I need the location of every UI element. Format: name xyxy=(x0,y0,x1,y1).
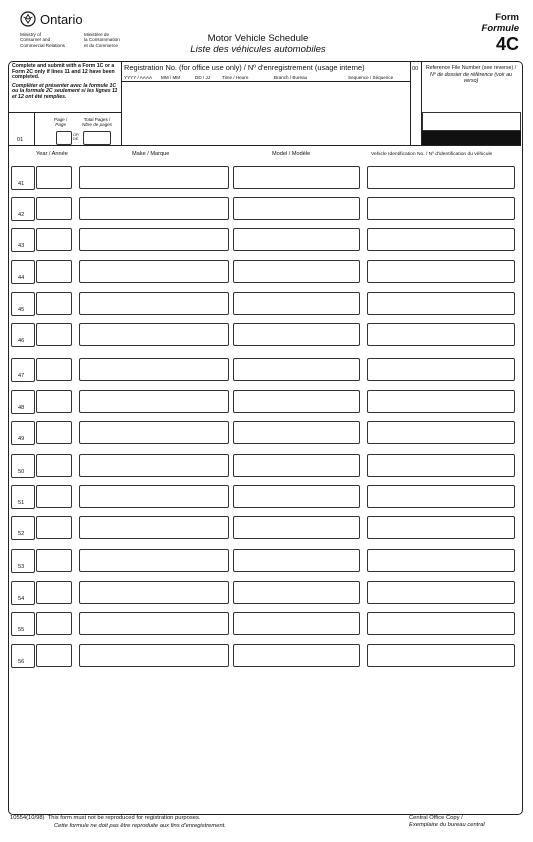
total-pages-label: Total Pages / Nbre de pages xyxy=(82,117,113,128)
line-number-box xyxy=(11,644,35,668)
model-field[interactable] xyxy=(233,292,360,315)
vin-field[interactable] xyxy=(367,581,515,604)
model-field[interactable] xyxy=(233,421,360,444)
model-field[interactable] xyxy=(233,166,360,189)
year-field[interactable] xyxy=(36,197,72,220)
line-number: 46 xyxy=(18,338,25,344)
vin-field[interactable] xyxy=(367,390,515,413)
trillium-icon xyxy=(20,11,36,27)
line-number-box xyxy=(11,197,35,221)
line-number: 49 xyxy=(18,436,25,442)
line-number-box xyxy=(11,292,35,316)
footer-copy: Central Office Copy / Exemplaire du bureau central xyxy=(409,815,485,828)
vin-field[interactable] xyxy=(367,421,515,444)
instruction-text: Complete and submit with a Form 1C or a Form 2C only if lines 11 and 12 have been completed. Compléter et présenter avec la formule 1C ou la formule 2C seulement si les lignes 11 et 12 ont été remplies. xyxy=(12,63,118,100)
line-number-box xyxy=(11,228,35,252)
make-field[interactable] xyxy=(79,358,229,381)
line-number: 45 xyxy=(18,307,25,313)
footer-notice: 10554(10/98) This form must not be reproduced for registration purposes. xyxy=(10,815,201,821)
form-number: 4C xyxy=(495,34,519,54)
make-field[interactable] xyxy=(79,612,229,635)
year-field[interactable] xyxy=(36,358,72,381)
ministry-name-fr: Ministère de la Consommation et du Commerce xyxy=(84,32,120,48)
year-field[interactable] xyxy=(36,260,72,283)
line-number: 52 xyxy=(18,531,25,537)
logo-wordmark: Ontario xyxy=(40,12,83,27)
model-field[interactable] xyxy=(233,228,360,251)
make-field[interactable] xyxy=(79,644,229,667)
line-number-box xyxy=(11,358,35,382)
col-model: Model / Modèle xyxy=(272,151,311,157)
make-field[interactable] xyxy=(79,454,229,477)
year-field[interactable] xyxy=(36,454,72,477)
line-number-box xyxy=(11,485,35,509)
col-vin: Vehicle Identification No. / Nº d'identification du véhicule xyxy=(371,152,493,157)
model-field[interactable] xyxy=(233,323,360,346)
make-field[interactable] xyxy=(79,197,229,220)
line-number-box xyxy=(11,454,35,478)
model-field[interactable] xyxy=(233,549,360,572)
make-field[interactable] xyxy=(79,581,229,604)
line-number: 53 xyxy=(18,564,25,570)
reference-label: Reference File Number (see reverse) / Nº de dossier de référence (voir au verso) xyxy=(425,65,517,84)
registration-title: Registration No. (for office use only) / Nº d'enregistrement (usage interne) xyxy=(124,63,365,72)
line-number-box xyxy=(11,260,35,284)
year-field[interactable] xyxy=(36,485,72,508)
make-field[interactable] xyxy=(79,228,229,251)
reg-field-dd: DD / JJ xyxy=(195,75,211,80)
line-number: 43 xyxy=(18,243,25,249)
model-field[interactable] xyxy=(233,612,360,635)
of-label: OF/ DE xyxy=(73,133,80,141)
page-label: Page / Page xyxy=(54,117,68,128)
line-number-box xyxy=(11,516,35,540)
col-year: Year / Année xyxy=(36,151,68,157)
year-field[interactable] xyxy=(36,166,72,189)
line-number-box xyxy=(11,612,35,636)
line-number: 41 xyxy=(18,181,25,187)
reg-field-mm: MM / MM xyxy=(161,75,181,80)
line-number: 50 xyxy=(18,469,25,475)
col-make: Make / Marque xyxy=(132,151,170,157)
year-field[interactable] xyxy=(36,581,72,604)
year-field[interactable] xyxy=(36,644,72,667)
ministry-name-en: Ministry of Consumer and Commercial Relations xyxy=(20,32,65,48)
reg-field-time: Time / Heure xyxy=(222,75,249,80)
line-number: 54 xyxy=(18,596,25,602)
year-field[interactable] xyxy=(36,292,72,315)
line-number: 55 xyxy=(18,627,25,633)
make-field[interactable] xyxy=(79,390,229,413)
vin-field[interactable] xyxy=(367,612,515,635)
line-number-00: 00 xyxy=(412,66,419,72)
model-field[interactable] xyxy=(233,197,360,220)
year-field[interactable] xyxy=(36,549,72,572)
line-number-box xyxy=(11,323,35,347)
line-number-box xyxy=(11,390,35,414)
make-field[interactable] xyxy=(79,516,229,539)
year-field[interactable] xyxy=(36,421,72,444)
line-number: 56 xyxy=(18,659,25,665)
vin-field[interactable] xyxy=(367,260,515,283)
vin-field[interactable] xyxy=(367,358,515,381)
vin-field[interactable] xyxy=(367,323,515,346)
vin-field[interactable] xyxy=(367,549,515,572)
line-number: 51 xyxy=(18,500,25,506)
office-use-black-bar xyxy=(422,131,521,145)
make-field[interactable] xyxy=(79,421,229,444)
line-number: 48 xyxy=(18,405,25,411)
line-number-box xyxy=(11,549,35,573)
vin-field[interactable] xyxy=(367,516,515,539)
reference-file-number-field[interactable] xyxy=(422,112,521,131)
page-number-field[interactable] xyxy=(56,131,72,145)
model-field[interactable] xyxy=(233,390,360,413)
model-field[interactable] xyxy=(233,485,360,508)
model-field[interactable] xyxy=(233,581,360,604)
line-number: 44 xyxy=(18,275,25,281)
reg-field-sequence: Sequence / Séquence xyxy=(348,75,394,80)
year-field[interactable] xyxy=(36,390,72,413)
total-pages-field[interactable] xyxy=(83,131,111,145)
make-field[interactable] xyxy=(79,166,229,189)
make-field[interactable] xyxy=(79,260,229,283)
line-number-box xyxy=(11,166,35,190)
vin-field[interactable] xyxy=(367,644,515,667)
form-title: Motor Vehicle Schedule Liste des véhicules automobiles xyxy=(190,33,326,55)
vin-field[interactable] xyxy=(367,292,515,315)
make-field[interactable] xyxy=(79,323,229,346)
vin-field[interactable] xyxy=(367,454,515,477)
model-field[interactable] xyxy=(233,516,360,539)
make-field[interactable] xyxy=(79,549,229,572)
line-number: 42 xyxy=(18,212,25,218)
vin-field[interactable] xyxy=(367,166,515,189)
vin-field[interactable] xyxy=(367,228,515,251)
make-field[interactable] xyxy=(79,485,229,508)
model-field[interactable] xyxy=(233,260,360,283)
line-number-box xyxy=(11,421,35,445)
model-field[interactable] xyxy=(233,454,360,477)
vin-field[interactable] xyxy=(367,197,515,220)
year-field[interactable] xyxy=(36,323,72,346)
line-number: 47 xyxy=(18,373,25,379)
line-number-box xyxy=(11,581,35,605)
make-field[interactable] xyxy=(79,292,229,315)
year-field[interactable] xyxy=(36,516,72,539)
reg-field-yyyy: YYYY / AAAA xyxy=(124,75,153,80)
reg-field-branch: Branch / Bureau xyxy=(274,75,308,80)
year-field[interactable] xyxy=(36,228,72,251)
footer-notice-fr: Cette formule ne doit pas être reproduite aux fins d'enregistrement. xyxy=(54,823,226,829)
ontario-logo xyxy=(20,11,36,32)
model-field[interactable] xyxy=(233,358,360,381)
model-field[interactable] xyxy=(233,644,360,667)
line-number-01: 01 xyxy=(17,137,24,143)
form-label-block: Form Formule 4C xyxy=(439,12,519,55)
vin-field[interactable] xyxy=(367,485,515,508)
year-field[interactable] xyxy=(36,612,72,635)
